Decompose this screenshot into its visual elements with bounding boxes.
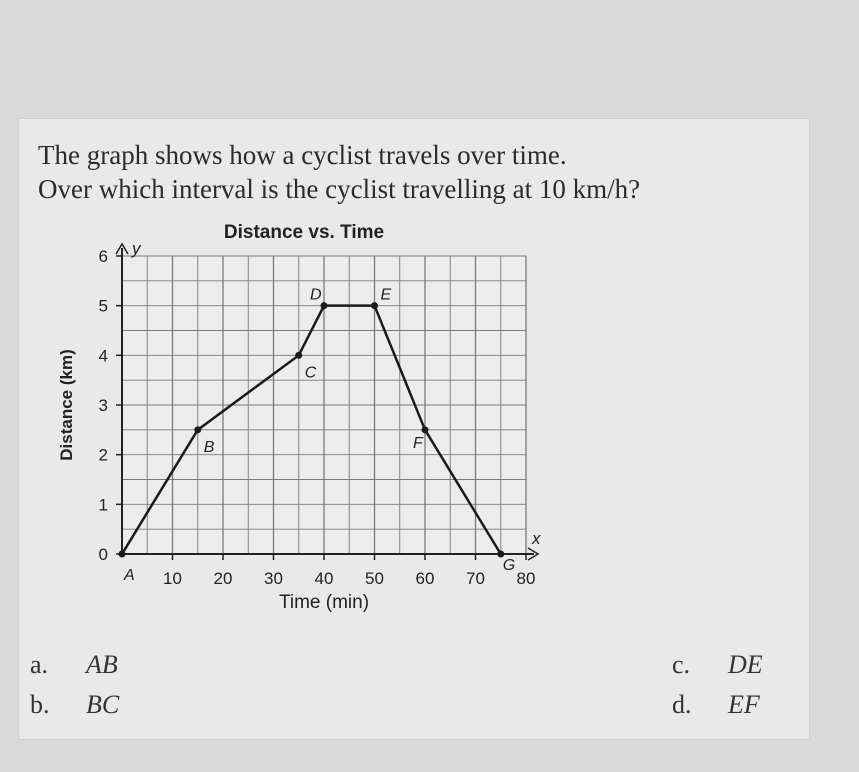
data-point [371, 302, 378, 309]
data-point [422, 426, 429, 433]
y-tick-label: 4 [98, 346, 108, 366]
x-axis-label: Time (min) [278, 592, 370, 613]
point-label: A [124, 567, 135, 584]
point-label: G [502, 557, 516, 574]
x-tick-label: 10 [163, 569, 182, 588]
distance-time-chart [50, 212, 550, 632]
x-tick-label: 50 [365, 569, 384, 588]
data-point [194, 426, 201, 433]
y-tick-label: 0 [98, 545, 108, 564]
question-line-1: The graph shows how a cyclist travels over time. [38, 140, 567, 170]
x-tick-label: 40 [314, 569, 334, 588]
choice-b[interactable] [30, 690, 119, 720]
x-tick-label: 20 [213, 569, 233, 588]
point-label: D [310, 286, 322, 304]
chart-title: Distance vs. Time [223, 222, 385, 243]
x-tick-label: 80 [516, 569, 536, 588]
y-tick-label: 6 [98, 247, 108, 266]
y-tick-label: 5 [98, 296, 108, 316]
choice-answer: BC [86, 690, 120, 719]
point-label: F [413, 434, 423, 452]
y-axis-letter: y [132, 239, 141, 258]
choice-letter: d. [672, 690, 692, 719]
y-tick-label: 3 [98, 396, 108, 415]
point-label: E [380, 286, 392, 304]
choice-a[interactable] [30, 650, 118, 680]
choice-c[interactable] [672, 650, 763, 680]
data-point [119, 551, 126, 558]
choice-answer: EF [728, 690, 760, 719]
x-tick-label: 70 [466, 569, 485, 588]
x-tick-label: 30 [264, 569, 283, 588]
choice-letter: a. [30, 650, 49, 679]
question-text [38, 138, 640, 206]
point-label: B [203, 438, 215, 456]
y-axis-label: Distance (km) [57, 349, 76, 461]
choice-answer: DE [728, 650, 763, 679]
x-tick-label: 60 [415, 569, 435, 588]
data-point [295, 352, 302, 359]
y-tick-label: 2 [98, 445, 108, 465]
x-axis-letter: x [532, 529, 541, 548]
choice-d[interactable] [672, 690, 760, 720]
choice-letter: c. [672, 650, 691, 679]
choice-letter: b. [30, 690, 50, 719]
choice-answer: AB [86, 650, 118, 679]
question-line-2: Over which interval is the cyclist travelling at 10 km/h? [38, 174, 641, 204]
point-label: C [304, 364, 317, 382]
y-tick-label: 1 [98, 495, 108, 515]
